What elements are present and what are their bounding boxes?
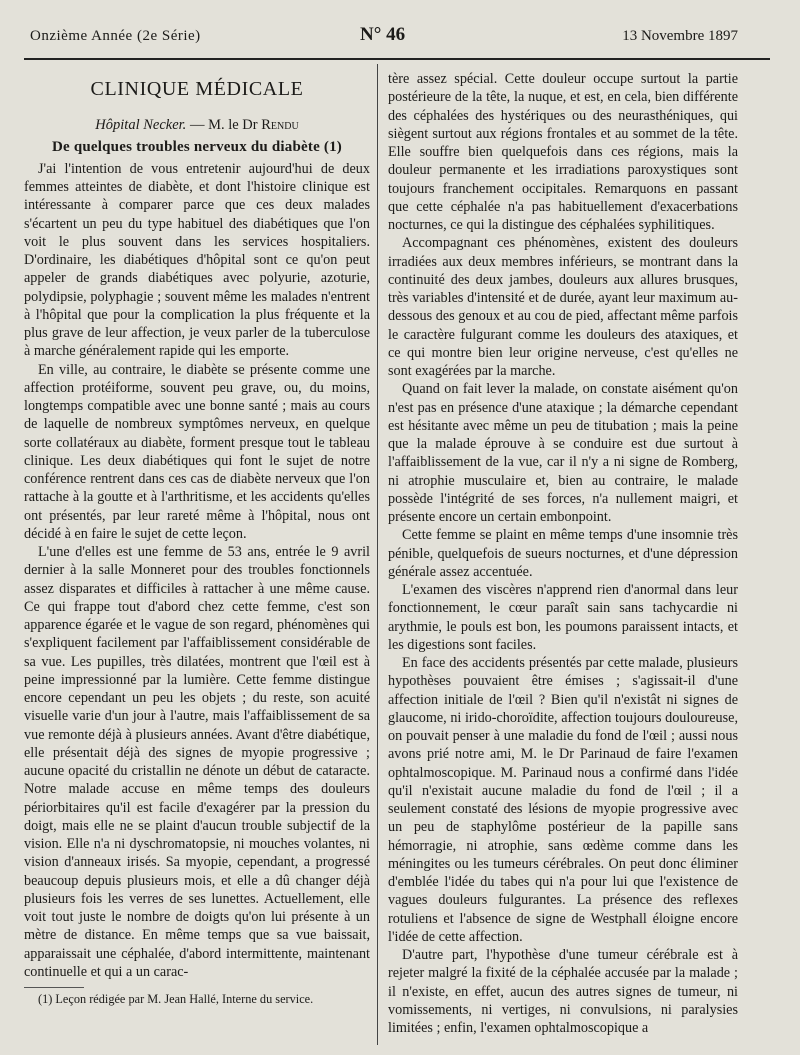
paragraph: Cette femme se plaint en même temps d'une insomnie très pénible, quelquefois de sueurs nocturnes, et d'une dépression générale assez accentuée. xyxy=(388,527,738,580)
header-rule xyxy=(24,58,770,60)
author-name: Rendu xyxy=(261,117,299,134)
paragraph: En face des accidents présentés par cette malade, plusieurs hypothèses pouvaient être émises ; s'agissait-il d'une affection initiale de l'œil ? Bien qu'il n'existât ni signes de glaucome, ni irido-choroïdite, affection toujours douloureuse, on pouvait penser à une maladie du fond de l'œil ; aussi nous avons prié notre ami, M. le Dr Parinaud de faire l'examen ophtalmoscopique. M. Parinaud nous a confirmé dans l'idée qu'il n'existait aucune maladie du fond de l'œil ; il a seulement constaté des lésions de myopie progressive avec un peu de staphylôme postérieur de la papille sans hémorragie, ni atrophie, sans œdème comme dans les méningites ou les tumeurs cérébrales. On peut donc éliminer d'emblée l'idée du tabes qui n'a pour lui que l'existence de vagues douleurs fulgurantes. La présence des reflexes rotuliens et l'absence de signe de Westphall éloigne encore l'idée de cette affection. xyxy=(388,655,738,945)
paragraph: D'autre part, l'hypothèse d'une tumeur cérébrale est à rejeter malgré la fixité de la céphalée accusée par la malade ; il n'existe, en effet, aucun des autres signes de tumeur, ni vomissements, ni vertiges, ni convulsions, ni paralysies limitées ; enfin, l'examen ophtalmoscopique a xyxy=(388,947,738,1036)
paragraph: J'ai l'intention de vous entretenir aujourd'hui de deux femmes atteintes de diabète, et dont l'histoire clinique est intéressante à comparer parce que ces deux malades s'écartent un peu du type habituel des diabétiques que l'on voit le plus souvent dans les services hospitaliers. D'ordinaire, les diabétiques d'hôpital sont ce qu'on peut appeler de grands diabétiques avec polyurie, azoturie, polydipsie, polyphagie ; souvent même les malades n'entrent à l'hôpital que pour la complication la plus fréquente et la plus grave de leur affection, je veux parler de la tuberculose à marche généralement rapide qui les emporte. xyxy=(24,160,370,360)
paragraph: Quand on fait lever la malade, on constate aisément qu'on n'est pas en présence d'une ataxique ; la démarche cependant est hésitante avec même un peu de titubation ; mais la peine que la malade éprouve à se conduire est due surtout à l'affaiblissement de la vue, car il n'y a ni signe de Romberg, ni atrophie musculaire et, bien au contraire, le malade possède l'intégrité de ses forces, n'a nullement maigri, et présente encore un certain embonpoint. xyxy=(388,381,738,525)
paragraph: tère assez spécial. Cette douleur occupe surtout la partie postérieure de la tête, la nuque, et est, en cela, bien différente des céphalées des hystériques ou des neurasthéniques, qui siègent surtout aux régions frontales et au sommet de la tête. Elle souffre bien quelquefois dans ces régions, mais la douleur permanente et les irradiations paroxystiques sont toujours franchement occipitales. Remarquons en passant que cette céphalée n'a pas habituellement d'exacerbations nocturnes, ce qui la distingue des céphalées syphilitiques. xyxy=(388,71,738,233)
header-date: 13 Novembre 1897 xyxy=(622,28,738,44)
lesson-title: De quelques troubles nerveux du diabète (1) xyxy=(51,138,342,155)
hospital-line xyxy=(24,116,370,134)
page-header xyxy=(30,24,738,50)
paragraph: L'une d'elles est une femme de 53 ans, entrée le 9 avril dernier à la salle Monneret pour des troubles fonctionnels assez disparates et difficiles à rattacher à une même cause. Ce qui frappe tout d'abord chez cette femme, c'est son apparence égarée et le vague de son regard, phénomènes qui s'expliquent facilement par l'affaiblissement considérable de sa vue. Les pupilles, très dilatées, montrent que l'œil est à peine impressionné par la lumière. Cette femme distingue encore cependant un peu les objets ; du reste, son acuité visuelle varie d'un jour à l'autre, mais l'affaiblissement de sa vue remonte déjà à plusieurs années. Avant d'être diabétique, elle présentait déjà des signes de myopie progressive ; aucune opacité du cristallin ne dénote un début de cataracte. Notre malade accuse en même temps des douleurs périorbitaires qu'il est facile d'exagérer par la pression du doigt, mais elle ne se plaint d'aucun trouble subjectif de la vision. Elle n'a ni dyschromatopsie, ni mouches volantes, ni vision d'anneaux irisés. Sa myopie, cependant, a progressé beaucoup depuis plusieurs mois, et elle a dû changer déjà plusieurs fois les verres de ses lunettes. Actuellement, elle voit tout juste le nombre de doigts qu'on lui présente à un mètre de distance. En même temps que sa vue baissait, apparaissait une céphalée, d'abord intermittente, maintenant continuelle et qui a un carac- xyxy=(24,544,370,980)
hospital-dash: — M. le Dr xyxy=(186,117,262,134)
hospital-name: Hôpital Necker. xyxy=(95,117,187,134)
paragraph: En ville, au contraire, le diabète se présente comme une affection protéiforme, souvent peu grave, ou, du moins, longtemps compatible avec une bonne santé ; mais au cours de laquelle de nombreux symptômes nerveux, en quelque sorte collatéraux au diabète, forment presque tout le tableau clinique. Les deux diabétiques qui font le sujet de notre conférence rentrent dans ces cas de diabète nerveux que l'on rattache à la goutte et à l'arthritisme, et les accidents qu'elles ont présentés, par leur rareté même à l'hôpital, nous ont décidé à en faire le sujet de cette leçon. xyxy=(24,361,370,542)
paragraph: Accompagnant ces phénomènes, existent des douleurs irradiées aux deux membres inférieurs, se montrant dans la continuité des deux jambes, douleurs aux allures brusques, très variables d'intensité et de durée, ayant leur maximum au-dessous des genoux et au cou de pied, affectant même parfois le caractère fulgurant comme les douleurs des ataxiques, et ce qui montre bien leur origine nerveuse, c'est qu'elles ne sont exagérées par la marche. xyxy=(388,235,738,379)
header-volume: Onzième Année (2e Série) xyxy=(30,28,201,44)
header-issue-number: N° 46 xyxy=(360,24,406,45)
footnote: (1) Leçon rédigée par M. Jean Hallé, Interne du service. xyxy=(38,992,314,1006)
footnote-rule xyxy=(24,987,84,988)
paragraph: L'examen des viscères n'apprend rien d'anormal dans leur fonctionnement, le cœur paraît sain sans tachycardie ni arythmie, le pouls est bon, les poumons paraissent intacts, et les digestions sont faciles. xyxy=(388,582,738,653)
right-column xyxy=(388,70,738,1037)
column-divider xyxy=(377,64,378,1045)
left-column xyxy=(24,72,370,1007)
section-title: CLINIQUE MÉDICALE xyxy=(90,78,304,100)
